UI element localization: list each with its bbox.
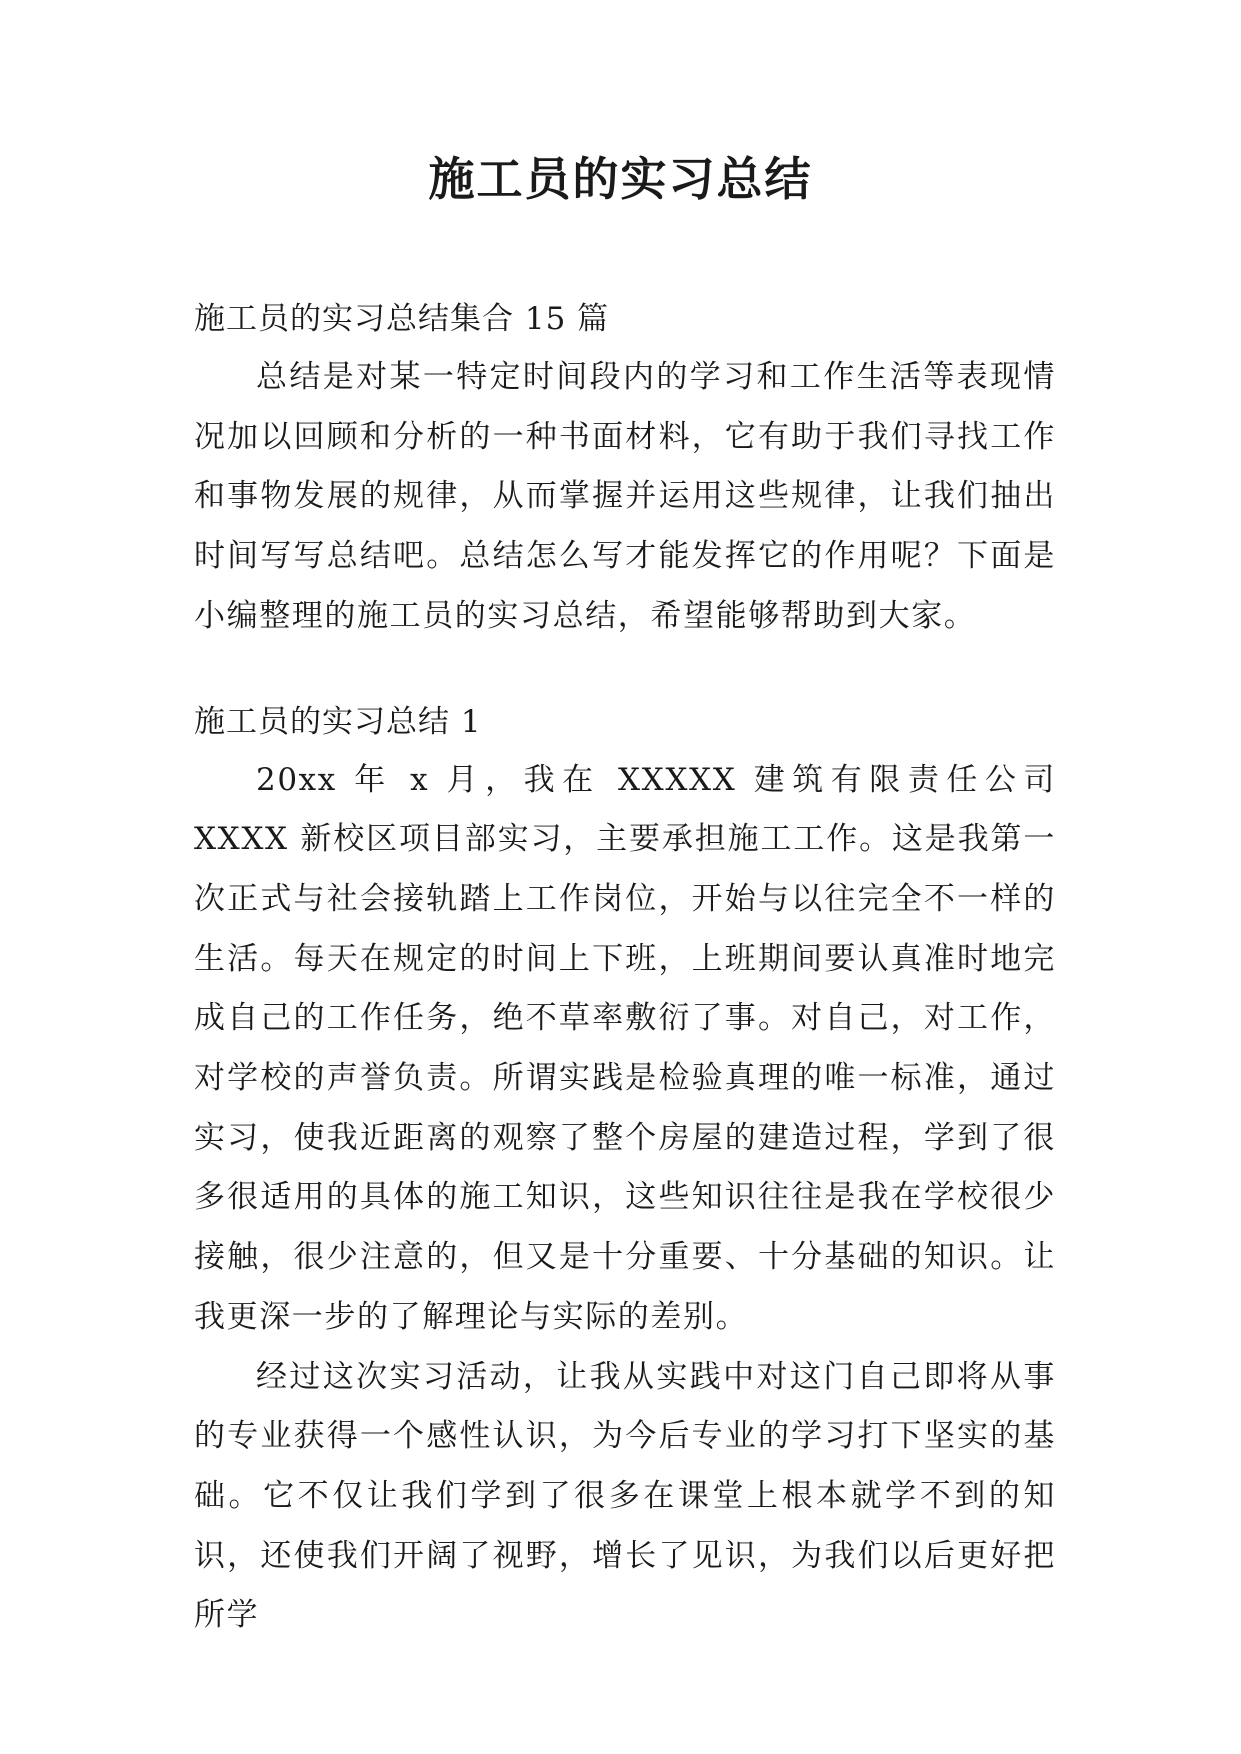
document-subtitle: 施工员的实习总结集合 15 篇 bbox=[194, 301, 610, 337]
section-heading: 施工员的实习总结 1 bbox=[194, 703, 482, 740]
section-paragraph: 20xx 年 x 月，我在 XXXXX 建筑有限责任公司 XXXX 新校区项目部实习，主要承担施工工作。这是我第一次正式与社会接轨踏上工作岗位，开始与以往完全不一样的生活。每天在规定的时间上下班，上班期间要认真准时地完成自己的工作任务，绝不草率敷衍了事。对自己，对工作，对学校的声誉负责。所谓实践是检验真理的唯一标准，通过实习，使我近距离的观察了整个房屋的建造过程，学到了很多很适用的具体的施工知识，这些知识往往是我在学校很少接触，很少注意的，但又是十分重要、十分基础的知识。让我更深一步的了解理论与实际的差别。 bbox=[194, 761, 1056, 1335]
section-1 bbox=[194, 693, 1056, 1647]
document-title: 施工员的实习总结 bbox=[428, 152, 813, 206]
intro-paragraph: 总结是对某一特定时间段内的学习和工作生活等表现情况加以回顾和分析的一种书面材料，它有助于我们寻找工作和事物发展的规律，从而掌握并运用这些规律，让我们抽出时间写写总结吧。总结怎么写才能发挥它的作用呢？下面是小编整理的施工员的实习总结，希望能够帮助到大家。 bbox=[194, 359, 1056, 634]
section-spacer bbox=[194, 647, 1056, 693]
document-body bbox=[194, 290, 1056, 1646]
section-paragraph: 经过这次实习活动，让我从实践中对这门自己即将从事的专业获得一个感性认识，为今后专业的学习打下坚实的基础。它不仅让我们学到了很多在课堂上根本就学不到的知识，还使我们开阔了视野，增长了见识，为我们以后更好把所学 bbox=[194, 1358, 1056, 1634]
